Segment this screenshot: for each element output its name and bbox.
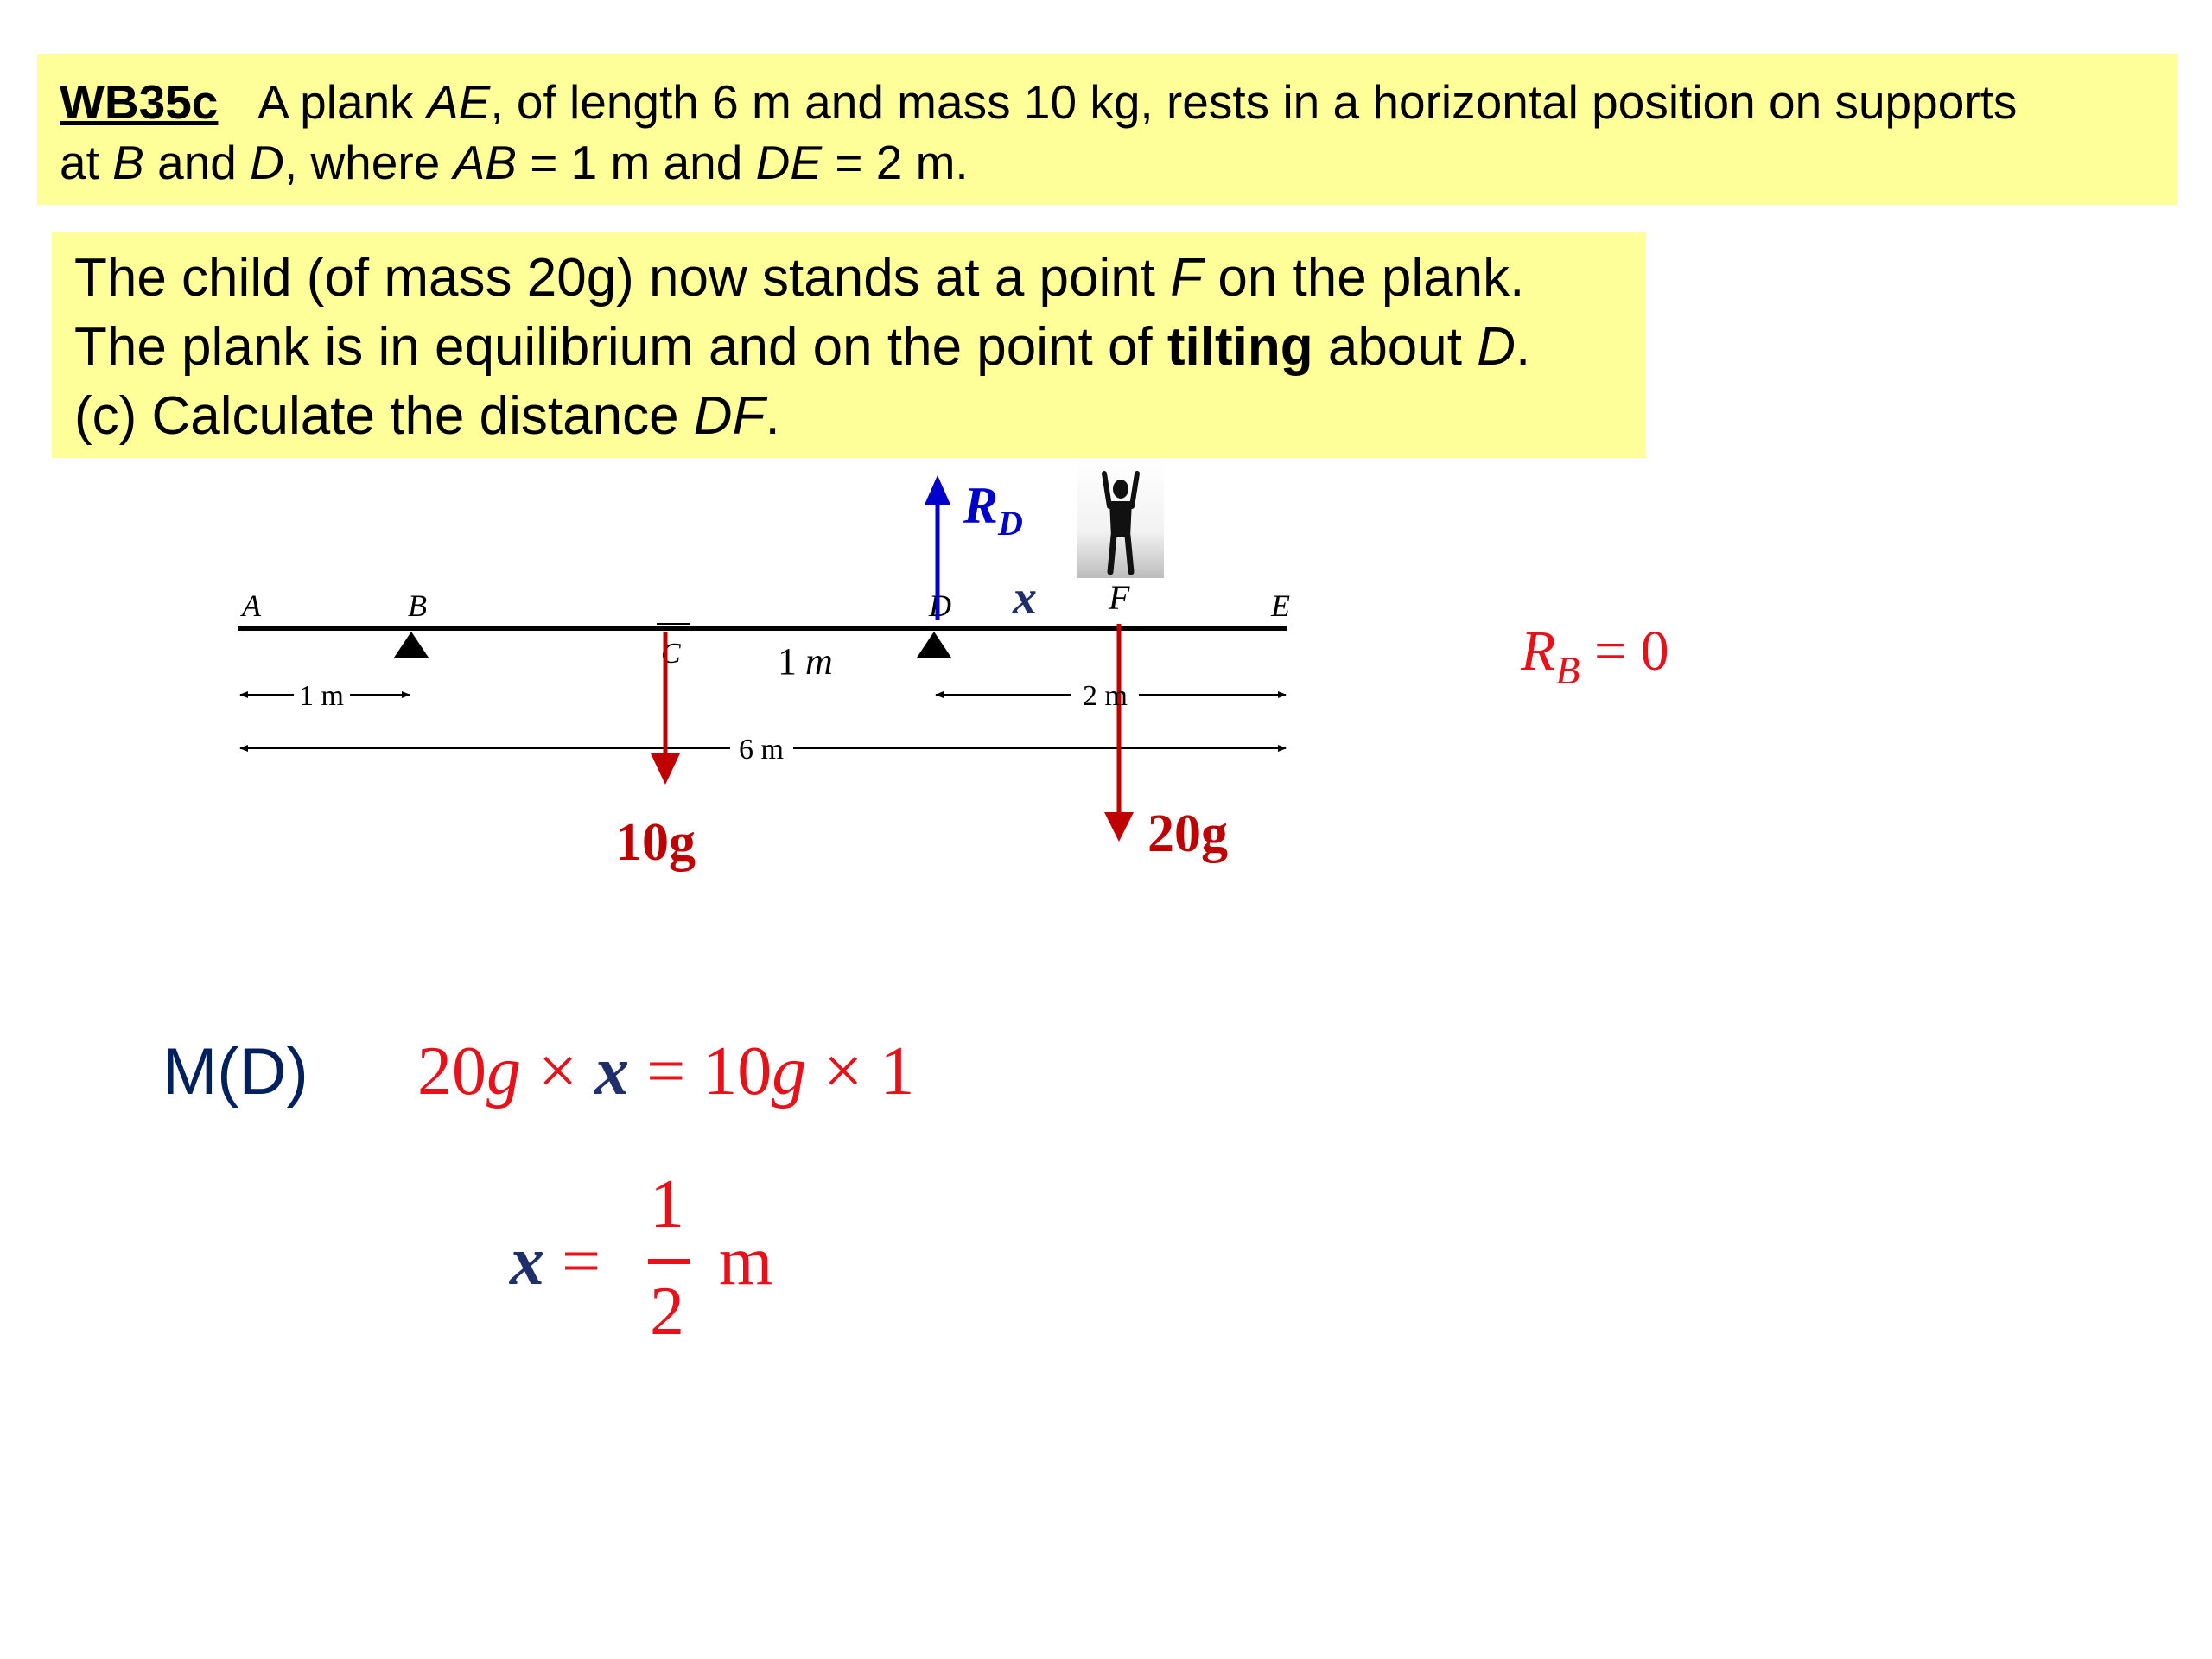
var-B: B bbox=[112, 136, 144, 189]
keyword-tilting: tilting bbox=[1166, 317, 1313, 377]
eq-coef-20: 20 bbox=[417, 1033, 486, 1109]
weight-plank-label bbox=[615, 813, 696, 872]
question-text: (c) Calculate the distance bbox=[74, 386, 694, 446]
dim-CD-value: 1 bbox=[778, 640, 797, 683]
weight-child-value: 20g bbox=[1147, 804, 1228, 863]
question-text: about bbox=[1313, 317, 1478, 377]
header-text: , where bbox=[283, 136, 454, 189]
point-label-E: E bbox=[1271, 588, 1290, 623]
question-text: The child (of mass 20g) now stands at a point bbox=[74, 248, 1171, 308]
eq-g: g bbox=[772, 1033, 807, 1109]
dim-AE-label: 6 m bbox=[739, 734, 784, 766]
reaction-B-symbol: R bbox=[1521, 620, 1556, 683]
solution-x: x bbox=[510, 1224, 544, 1300]
var-F: F bbox=[1170, 248, 1204, 308]
moments-label: M(D) bbox=[162, 1035, 308, 1109]
distance-x-label: x bbox=[1013, 571, 1037, 625]
fraction-denominator: 2 bbox=[650, 1274, 684, 1350]
header-text: = 2 m. bbox=[822, 136, 969, 189]
header-text: = 1 m and bbox=[516, 136, 756, 189]
support-B bbox=[394, 632, 429, 658]
dim-CD-unit: m bbox=[805, 640, 833, 683]
question-text: on the plank. bbox=[1203, 248, 1525, 308]
header-text: A plank bbox=[257, 75, 427, 129]
reaction-B-subscript: B bbox=[1555, 648, 1580, 692]
question-text: . bbox=[765, 386, 780, 446]
moment-equation bbox=[417, 1030, 914, 1113]
dim-DE-label: 2 m bbox=[1083, 680, 1128, 712]
eq-x: x bbox=[594, 1033, 630, 1109]
header-text: at bbox=[60, 136, 113, 189]
var-DE: DE bbox=[755, 136, 823, 189]
fraction-bar bbox=[648, 1259, 690, 1264]
header-text: , of length 6 m and mass 10 kg, rests in a horizontal position on supports bbox=[490, 75, 2018, 129]
eq-times-1: × 1 bbox=[806, 1033, 915, 1109]
point-label-B: B bbox=[408, 588, 427, 623]
reaction-D-label bbox=[963, 477, 1023, 543]
weight-plank-value: 10g bbox=[615, 813, 696, 872]
point-label-A: A bbox=[242, 588, 261, 623]
var-D: D bbox=[250, 136, 284, 189]
point-label-F: F bbox=[1109, 578, 1130, 617]
fraction-numerator: 1 bbox=[650, 1166, 684, 1243]
solution-unit: m bbox=[719, 1224, 773, 1300]
var-DF: DF bbox=[693, 386, 766, 446]
reaction-D-symbol: R bbox=[963, 477, 999, 534]
weight-child-label bbox=[1147, 804, 1228, 863]
eq-times: × bbox=[521, 1033, 595, 1109]
eq-equals-10: = 10 bbox=[629, 1033, 772, 1109]
dim-AB-label: 1 m bbox=[299, 680, 344, 712]
reaction-D-arrowhead bbox=[925, 475, 950, 505]
question-text: The plank is in equilibrium and on the point of bbox=[74, 317, 1167, 377]
dim-CD-label bbox=[778, 640, 833, 683]
header-text: and bbox=[143, 136, 251, 189]
weight-plank-arrowhead bbox=[651, 753, 680, 785]
solution-equals: = bbox=[562, 1224, 601, 1300]
weight-child-arrowhead bbox=[1104, 812, 1134, 842]
support-D bbox=[917, 632, 951, 658]
point-label-C: C bbox=[661, 638, 681, 670]
var-AB: AB bbox=[453, 136, 517, 189]
problem-code: WB35c bbox=[60, 75, 219, 129]
point-label-D: D bbox=[929, 588, 951, 623]
reaction-D-subscript: D bbox=[998, 504, 1023, 543]
var-AE: AE bbox=[426, 75, 491, 129]
reaction-B-value: = 0 bbox=[1580, 620, 1669, 683]
eq-g: g bbox=[486, 1033, 521, 1109]
reaction-B-zero bbox=[1520, 620, 1669, 692]
child-figure-picture bbox=[1077, 461, 1164, 578]
question-text: . bbox=[1516, 317, 1531, 377]
var-D: D bbox=[1477, 317, 1516, 377]
